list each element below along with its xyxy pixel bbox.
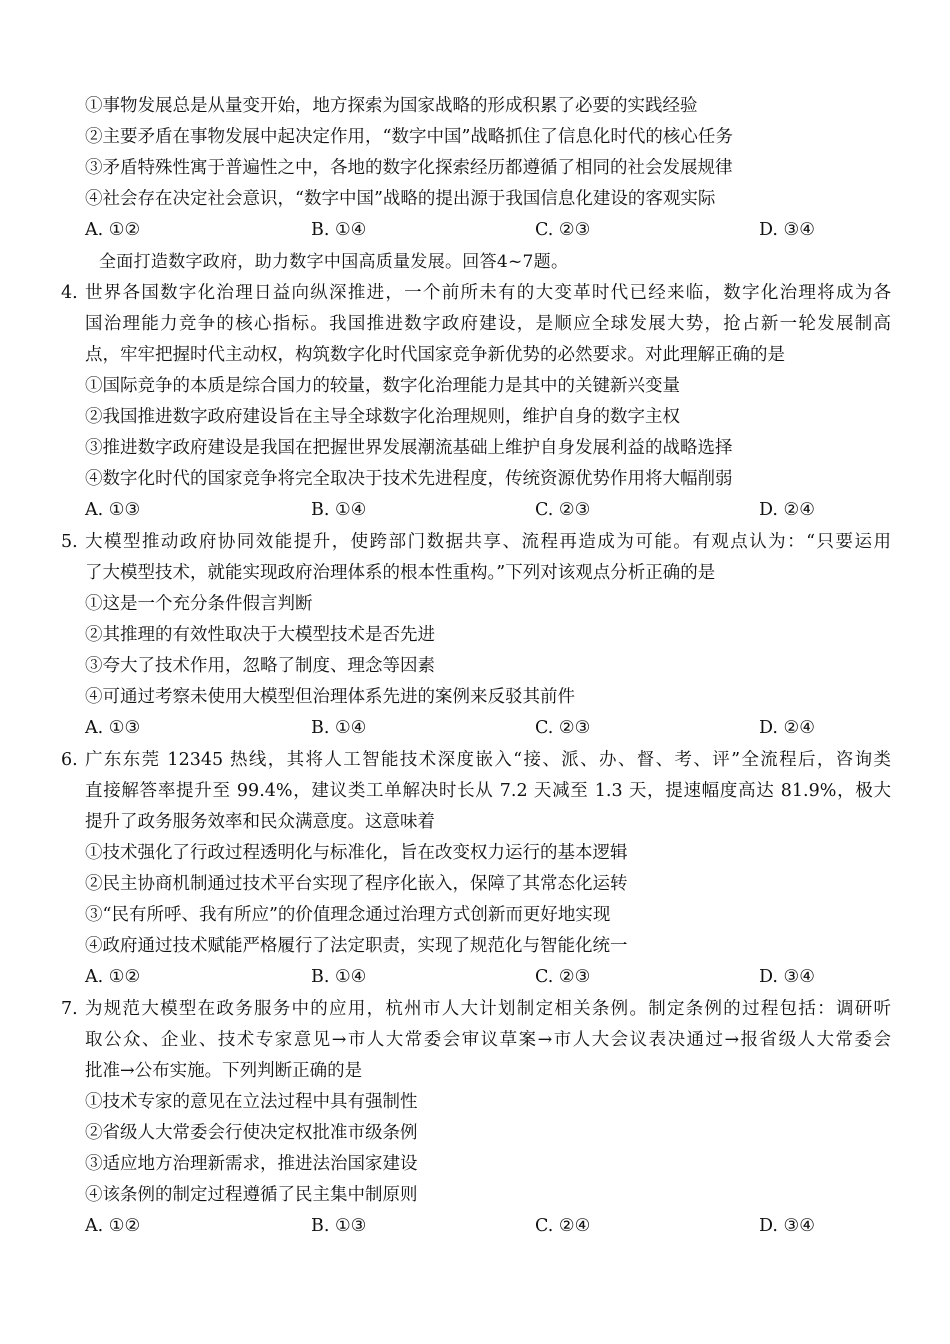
q4-stem-line-3: 点，牢牢把握时代主动权，构筑数字化时代国家竞争新优势的必然要求。对此理解正确的是 xyxy=(85,345,785,365)
q3-option-d[interactable]: D. ③④ xyxy=(759,220,815,240)
q6-options xyxy=(85,965,845,989)
q7-option-d[interactable]: D. ③④ xyxy=(759,1216,815,1236)
q6-stem-line-1: 广东东莞 12345 热线，其将人工智能技术深度嵌入“接、派、办、督、考、评”全流程后，咨询类 xyxy=(85,750,891,770)
q7-option-c[interactable]: C. ②④ xyxy=(535,1216,591,1236)
q6-number: 6. xyxy=(61,750,78,770)
q7-statement-3: ③适应地方治理新需求，推进法治国家建设 xyxy=(85,1154,418,1174)
q3-option-c[interactable]: C. ②③ xyxy=(535,220,591,240)
q4-number: 4. xyxy=(61,283,78,303)
q6-statement-3: ③“民有所呼、我有所应”的价值理念通过治理方式创新而更好地实现 xyxy=(85,905,611,925)
q7-statement-1: ①技术专家的意见在立法过程中具有强制性 xyxy=(85,1092,418,1112)
q4-option-a[interactable]: A. ①③ xyxy=(85,500,141,520)
q4-stem-line-1: 世界各国数字化治理日益向纵深推进，一个前所未有的大变革时代已经来临，数字化治理将成为各 xyxy=(85,283,891,303)
q6-statement-2: ②民主协商机制通过技术平台实现了程序化嵌入，保障了其常态化运转 xyxy=(85,874,628,894)
q5-options xyxy=(85,716,845,740)
q5-option-d[interactable]: D. ②④ xyxy=(759,718,815,738)
q3-statement-3: ③矛盾特殊性寓于普遍性之中，各地的数字化探索经历都遵循了相同的社会发展规律 xyxy=(85,158,733,178)
q6-stem-line-3: 提升了政务服务效率和民众满意度。这意味着 xyxy=(85,812,435,832)
q7-option-a[interactable]: A. ①② xyxy=(85,1216,141,1236)
q6-statement-4: ④政府通过技术赋能严格履行了法定职责，实现了规范化与智能化统一 xyxy=(85,936,628,956)
q7-stem-line-3: 批准→公布实施。下列判断正确的是 xyxy=(85,1061,363,1081)
q6-option-b[interactable]: B. ①④ xyxy=(311,967,367,987)
q5-option-b[interactable]: B. ①④ xyxy=(311,718,367,738)
q3-statement-1: ①事物发展总是从量变开始，地方探索为国家战略的形成积累了必要的实践经验 xyxy=(85,96,698,116)
q5-statement-4: ④可通过考察未使用大模型但治理体系先进的案例来反驳其前件 xyxy=(85,687,575,707)
q5-stem-line-1: 大模型推动政府协同效能提升，使跨部门数据共享、流程再造成为可能。有观点认为：“只要运用 xyxy=(85,532,891,552)
group-intro: 全面打造数字政府，助力数字中国高质量发展。回答4~7题。 xyxy=(99,252,569,272)
q4-statement-4: ④数字化时代的国家竞争将完全取决于技术先进程度，传统资源优势作用将大幅削弱 xyxy=(85,469,733,489)
q6-option-d[interactable]: D. ③④ xyxy=(759,967,815,987)
q7-options xyxy=(85,1214,845,1238)
q5-stem-line-2: 了大模型技术，就能实现政府治理体系的根本性重构。”下列对该观点分析正确的是 xyxy=(85,563,716,583)
q7-stem-line-2: 取公众、企业、技术专家意见→市人大常委会审议草案→市人大会议表决通过→报省级人大常委会 xyxy=(85,1030,891,1050)
q4-stem-line-2: 国治理能力竞争的核心指标。我国推进数字政府建设，是顺应全球发展大势，抢占新一轮发展制高 xyxy=(85,314,891,334)
q3-option-a[interactable]: A. ①② xyxy=(85,220,141,240)
q7-stem-line-1: 为规范大模型在政务服务中的应用，杭州市人大计划制定相关条例。制定条例的过程包括：调研听 xyxy=(85,999,891,1019)
q7-statement-2: ②省级人大常委会行使决定权批准市级条例 xyxy=(85,1123,418,1143)
q3-statement-4: ④社会存在决定社会意识，“数字中国”战略的提出源于我国信息化建设的客观实际 xyxy=(85,189,716,209)
q3-statement-2: ②主要矛盾在事物发展中起决定作用，“数字中国”战略抓住了信息化时代的核心任务 xyxy=(85,127,733,147)
q4-statement-3: ③推进数字政府建设是我国在把握世界发展潮流基础上维护自身发展利益的战略选择 xyxy=(85,438,733,458)
q6-stem-line-2: 直接解答率提升至 99.4%，建议类工单解决时长从 7.2 天减至 1.3 天，提速幅度高达 81.9%，极大 xyxy=(85,781,891,801)
q5-statement-3: ③夸大了技术作用，忽略了制度、理念等因素 xyxy=(85,656,435,676)
q5-statement-2: ②其推理的有效性取决于大模型技术是否先进 xyxy=(85,625,435,645)
q7-statement-4: ④该条例的制定过程遵循了民主集中制原则 xyxy=(85,1185,418,1205)
q4-statement-1: ①国际竞争的本质是综合国力的较量，数字化治理能力是其中的关键新兴变量 xyxy=(85,376,680,396)
q6-option-c[interactable]: C. ②③ xyxy=(535,967,591,987)
q7-number: 7. xyxy=(61,999,78,1019)
q4-statement-2: ②我国推进数字政府建设旨在主导全球数字化治理规则，维护自身的数字主权 xyxy=(85,407,680,427)
q3-option-b[interactable]: B. ①④ xyxy=(311,220,367,240)
q4-options xyxy=(85,498,845,522)
q4-option-d[interactable]: D. ②④ xyxy=(759,500,815,520)
q6-option-a[interactable]: A. ①② xyxy=(85,967,141,987)
q5-option-a[interactable]: A. ①③ xyxy=(85,718,141,738)
q3-options xyxy=(85,218,845,242)
q5-statement-1: ①这是一个充分条件假言判断 xyxy=(85,594,313,614)
q6-statement-1: ①技术强化了行政过程透明化与标准化，旨在改变权力运行的基本逻辑 xyxy=(85,843,628,863)
q4-option-b[interactable]: B. ①④ xyxy=(311,500,367,520)
q4-option-c[interactable]: C. ②③ xyxy=(535,500,591,520)
q7-option-b[interactable]: B. ①③ xyxy=(311,1216,367,1236)
q5-option-c[interactable]: C. ②③ xyxy=(535,718,591,738)
q5-number: 5. xyxy=(61,532,78,552)
